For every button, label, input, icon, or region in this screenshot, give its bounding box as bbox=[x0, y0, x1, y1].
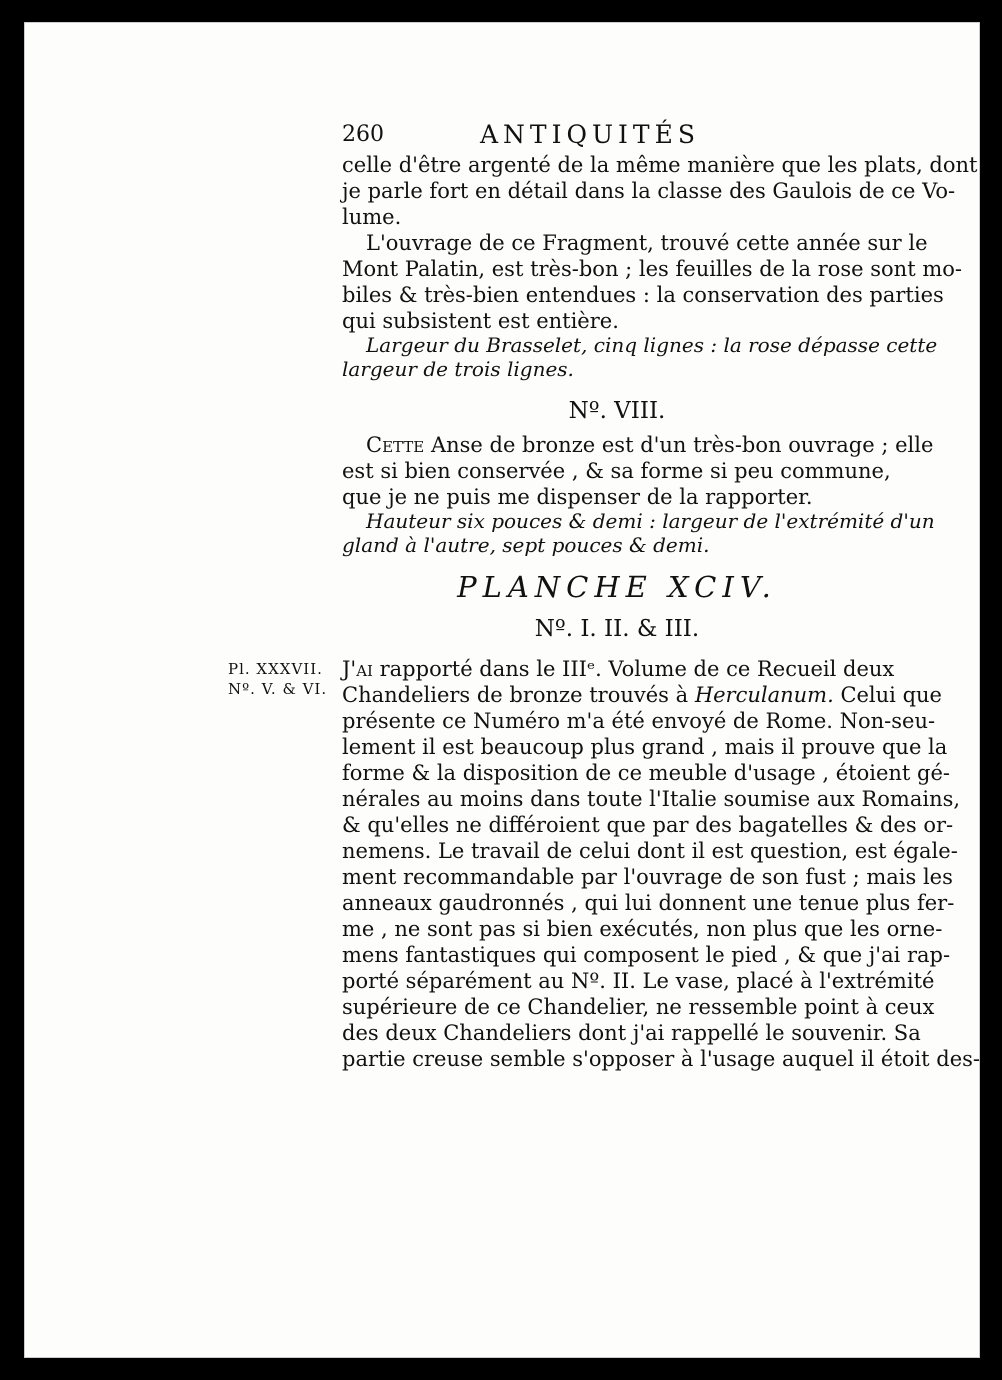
first-word: Cette bbox=[366, 433, 425, 457]
text-line bbox=[342, 682, 942, 708]
text-line bbox=[366, 432, 933, 458]
dimension-line: Largeur du Brasselet, cinq lignes : la rose dépasse cette bbox=[366, 333, 938, 357]
text-line-rest: Anse de bronze est d'un très-bon ouvrage ; elle bbox=[424, 433, 934, 457]
dimension-line: gland à l'autre, sept pouces & demi. bbox=[342, 533, 710, 557]
text-line: mens fantastiques qui composent le pied , & que j'ai rap- bbox=[342, 943, 951, 967]
text-line: celle d'être argenté de la même manière que les plats, dont bbox=[342, 153, 978, 177]
text-line: que je ne puis me dispenser de la rapporter. bbox=[342, 485, 813, 509]
text-line: me , ne sont pas si bien exécutés, non plus que les orne- bbox=[342, 917, 943, 941]
page-number: 260 bbox=[342, 122, 384, 147]
running-title: ANTIQUITÉS bbox=[480, 120, 700, 149]
text-fragment: Celui que bbox=[833, 683, 942, 707]
text-line: & qu'elles ne différoient que par des bagatelles & des or- bbox=[342, 813, 954, 837]
text-line: porté séparément au Nº. II. Le vase, placé à l'extrémité bbox=[342, 969, 935, 993]
text-line: anneaux gaudronnés , qui lui donnent une tenue plus fer- bbox=[342, 891, 955, 915]
text-line: nérales au moins dans toute l'Italie soumise aux Romains, bbox=[342, 787, 961, 811]
section-heading: Nº. VIII. bbox=[568, 398, 666, 424]
text-line: partie creuse semble s'opposer à l'usage auquel il étoit des- bbox=[342, 1047, 980, 1071]
text-line: des deux Chandeliers dont j'ai rappellé le souvenir. Sa bbox=[342, 1021, 921, 1045]
text-line: ment recommandable par l'ouvrage de son fust ; mais les bbox=[342, 865, 953, 889]
text-fragment: Chandeliers de bronze trouvés à bbox=[342, 683, 695, 707]
text-line: forme & la disposition de ce meuble d'usage , étoient gé- bbox=[342, 761, 950, 785]
text-line bbox=[342, 656, 894, 682]
text-line: lume. bbox=[342, 205, 402, 229]
margin-note-line: Nº. V. & VI. bbox=[228, 680, 328, 698]
plate-subheading: Nº. I. II. & III. bbox=[534, 616, 700, 642]
text-line-rest: rapporté dans le IIIᵉ. Volume de ce Recueil deux bbox=[372, 657, 895, 681]
text-line: supérieure de ce Chandelier, ne ressemble point à ceux bbox=[342, 995, 935, 1019]
first-word: J'ai bbox=[342, 657, 373, 681]
text-line: est si bien conservée , & sa forme si peu commune, bbox=[342, 459, 891, 483]
text-line: lement il est beaucoup plus grand , mais il prouve que la bbox=[342, 735, 948, 759]
text-line: L'ouvrage de ce Fragment, trouvé cette année sur le bbox=[366, 231, 928, 255]
margin-note-line: Pl. XXXVII. bbox=[228, 660, 323, 678]
dimension-line: Hauteur six pouces & demi : largeur de l'extrémité d'un bbox=[366, 509, 935, 533]
text-line: Mont Palatin, est très-bon ; les feuilles de la rose sont mo- bbox=[342, 257, 962, 281]
text-line: présente ce Numéro m'a été envoyé de Rome. Non-seu- bbox=[342, 709, 936, 733]
text-line: biles & très-bien entendues : la conservation des parties bbox=[342, 283, 944, 307]
text-line: qui subsistent est entière. bbox=[342, 309, 619, 333]
text-line: je parle fort en détail dans la classe des Gaulois de ce Vo- bbox=[342, 179, 956, 203]
text-line: nemens. Le travail de celui dont il est question, est égale- bbox=[342, 839, 958, 863]
plate-title: PLANCHE XCIV. bbox=[457, 570, 777, 604]
place-name: Herculanum. bbox=[694, 683, 834, 707]
dimension-line: largeur de trois lignes. bbox=[342, 357, 574, 381]
